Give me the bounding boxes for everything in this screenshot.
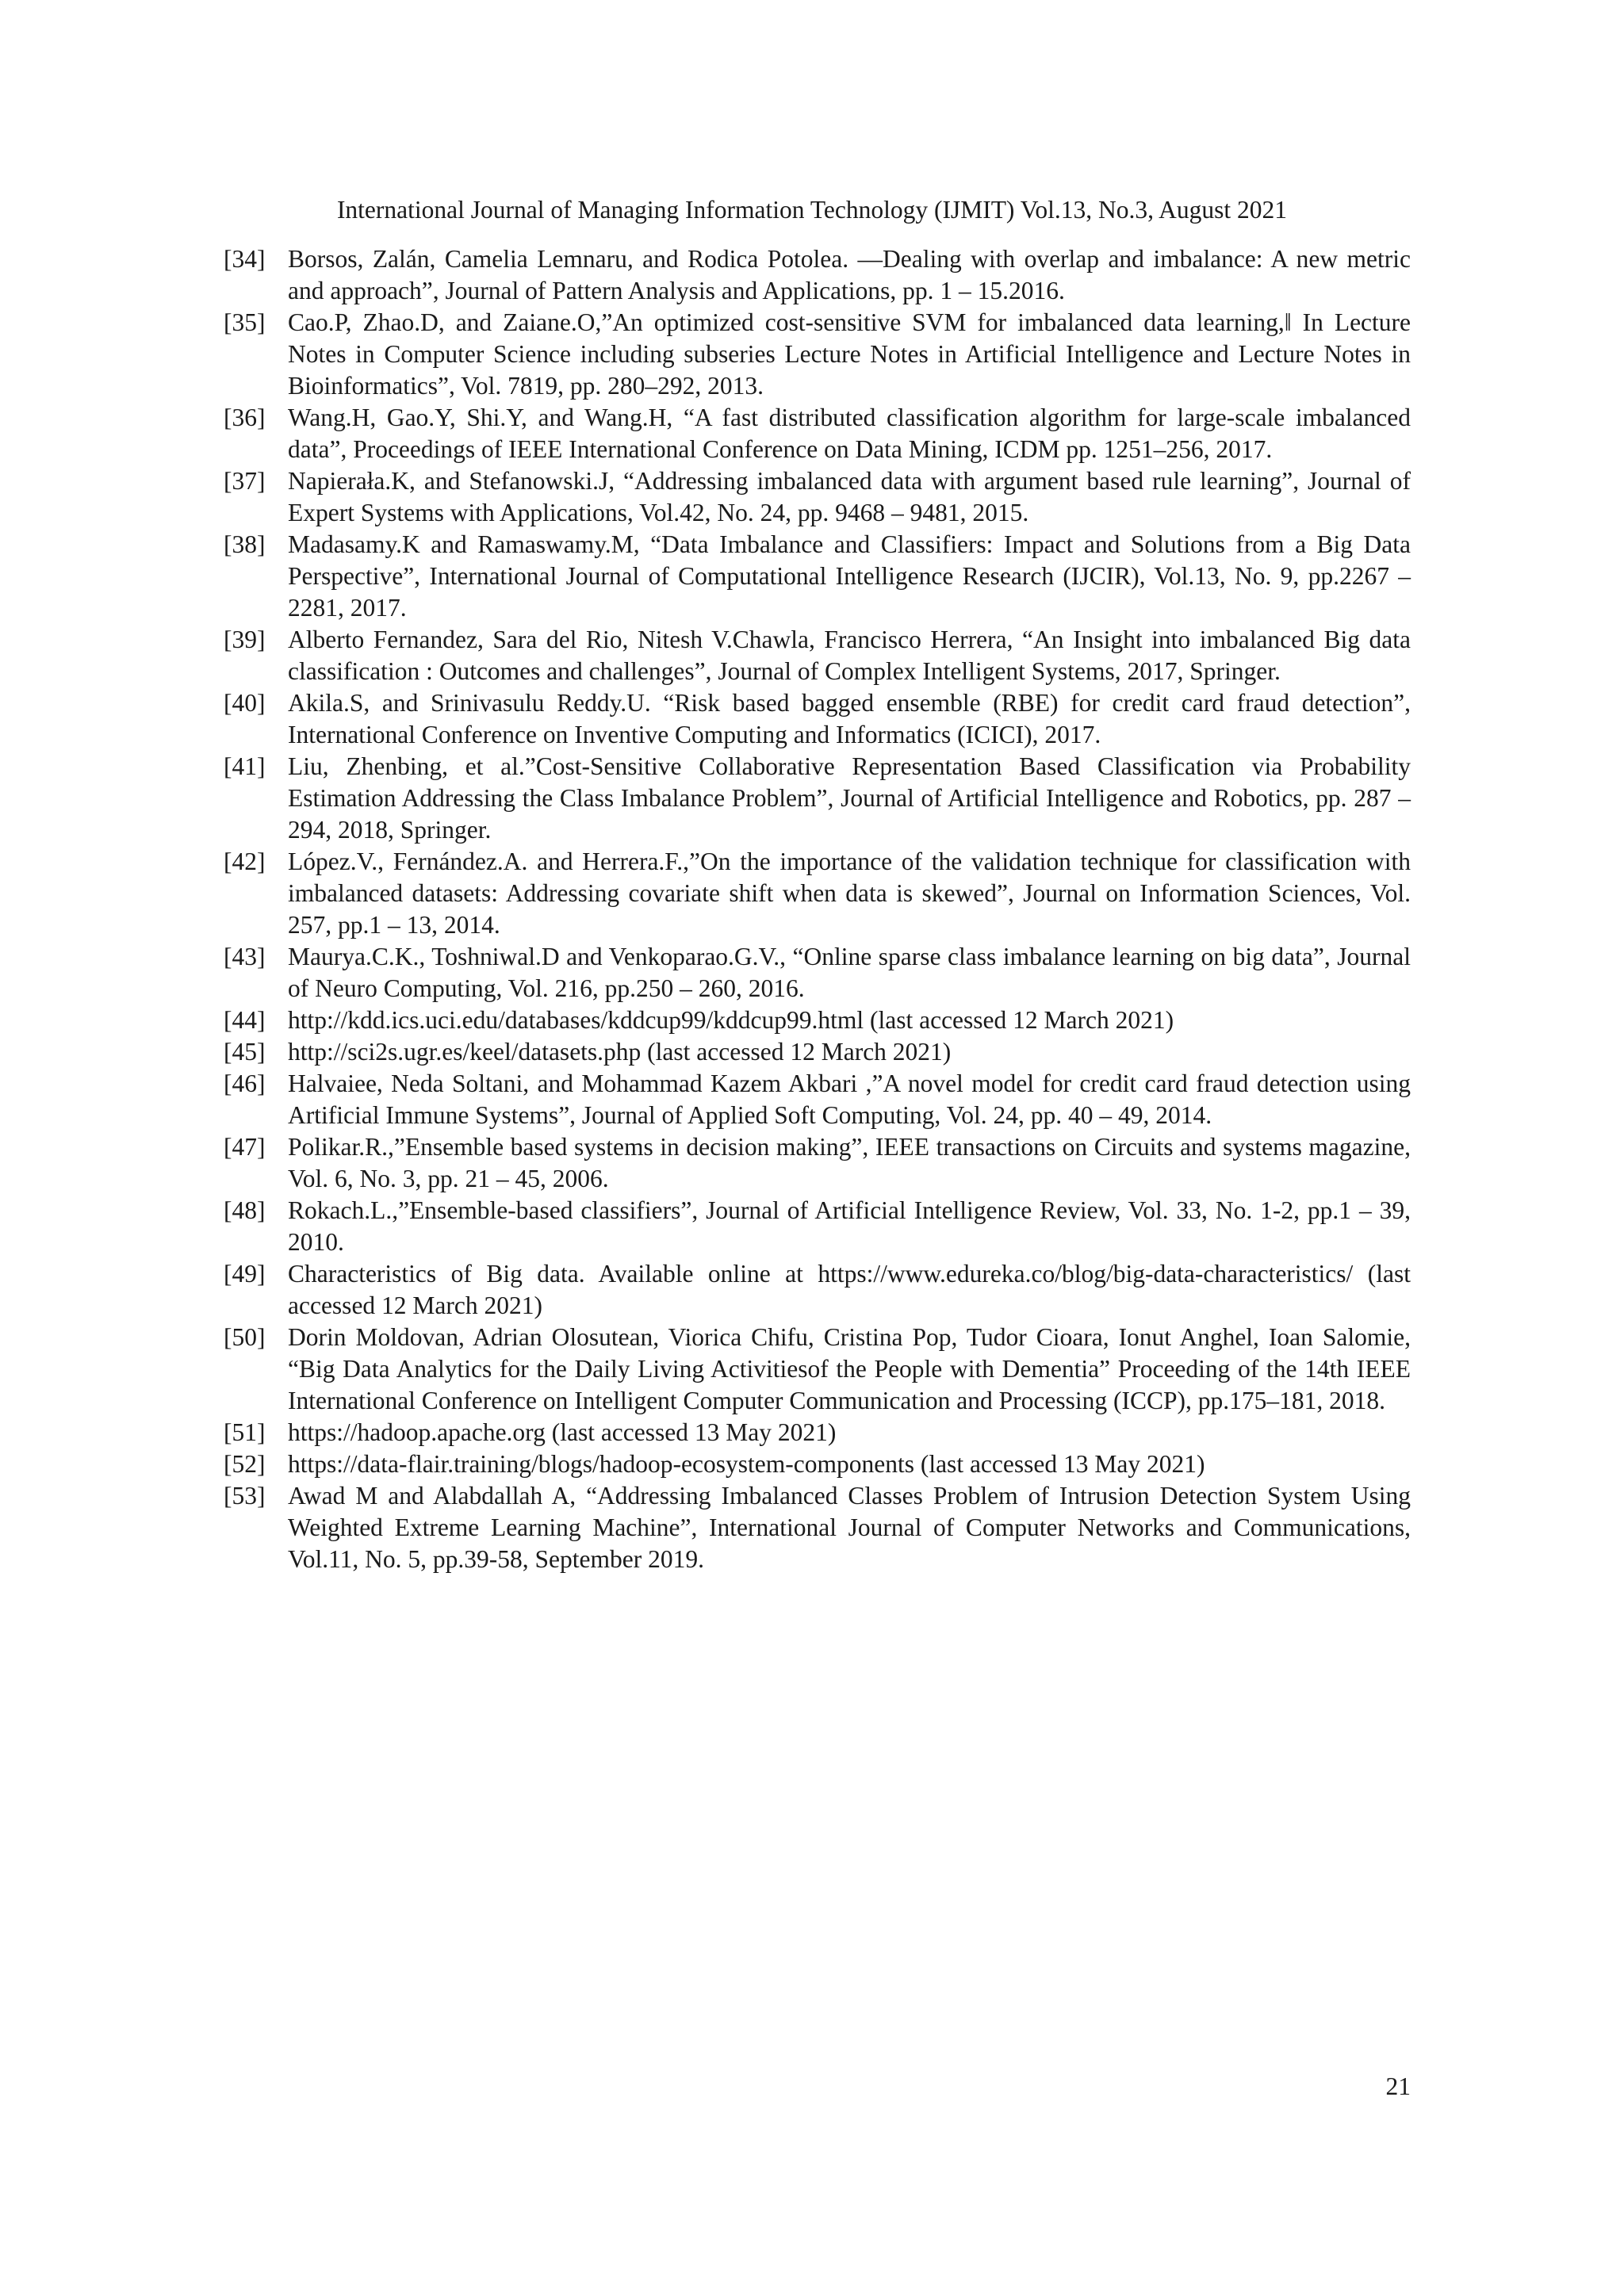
reference-item (224, 307, 1411, 402)
reference-number: [35] (224, 308, 266, 336)
reference-item (224, 1036, 1411, 1068)
reference-number: [46] (224, 1070, 266, 1097)
reference-text: https://data-flair.training/blogs/hadoop-ecosystem-components (last accessed 13 May 2021) (288, 1450, 1205, 1478)
reference-item (224, 243, 1411, 307)
reference-text: http://sci2s.ugr.es/keel/datasets.php (last accessed 12 March 2021) (288, 1038, 952, 1066)
reference-item (224, 1480, 1411, 1575)
reference-text: Dorin Moldovan, Adrian Olosutean, Viorica Chifu, Cristina Pop, Tudor Cioara, Ionut Anghel, Ioan Salomie, “Big Data Analytics for the Daily Living Activitiesof the People with Dementia” Proceeding of the 14th IEEE International Conference on Intelligent Computer Communication and Processing (ICCP), pp.175–181, 2018. (288, 1323, 1411, 1414)
reference-item (224, 751, 1411, 846)
reference-item (224, 624, 1411, 687)
reference-text: López.V., Fernández.A. and Herrera.F.,”On the importance of the validation technique for classification with imbalanced datasets: Addressing covariate shift when data is skewed”, Journal on Information Sciences, Vol. 257, pp.1 – 13, 2014. (288, 848, 1411, 939)
reference-item (224, 846, 1411, 941)
reference-number: [39] (224, 626, 266, 653)
reference-item (224, 1417, 1411, 1448)
reference-number: [45] (224, 1038, 266, 1066)
reference-number: [42] (224, 848, 266, 875)
reference-item (224, 465, 1411, 529)
reference-text: Maurya.C.K., Toshniwal.D and Venkoparao.G.V., “Online sparse class imbalance learning on big data”, Journal of Neuro Computing, Vol. 216, pp.250 – 260, 2016. (288, 943, 1411, 1002)
reference-text: Awad M and Alabdallah A, “Addressing Imbalanced Classes Problem of Intrusion Detection System Using Weighted Extreme Learning Machine”, International Journal of Computer Networks and Communications, Vol.11, No. 5, pp.39-58, September 2019. (288, 1482, 1411, 1573)
reference-number: [43] (224, 943, 266, 970)
reference-list (224, 243, 1411, 1575)
reference-item (224, 402, 1411, 465)
page-number: 21 (1385, 2072, 1411, 2100)
reference-item (224, 529, 1411, 624)
reference-text: Cao.P, Zhao.D, and Zaiane.O,”An optimized cost-sensitive SVM for imbalanced data learning,‖ In Lecture Notes in Computer Science including subseries Lecture Notes in Artificial Intelligence and Lecture Notes in Bioinformatics”, Vol. 7819, pp. 280–292, 2013. (288, 308, 1411, 400)
reference-text: Akila.S, and Srinivasulu Reddy.U. “Risk based bagged ensemble (RBE) for credit card fraud detection”, International Conference on Inventive Computing and Informatics (ICICI), 2017. (288, 689, 1411, 748)
reference-item (224, 1322, 1411, 1417)
reference-text: Napierała.K, and Stefanowski.J, “Addressing imbalanced data with argument based rule learning”, Journal of Expert Systems with Applications, Vol.42, No. 24, pp. 9468 – 9481, 2015. (288, 467, 1411, 526)
reference-number: [53] (224, 1482, 266, 1510)
reference-text: Borsos, Zalán, Camelia Lemnaru, and Rodica Potolea. ―Dealing with overlap and imbalance: A new metric and approach”, Journal of Pattern Analysis and Applications, pp. 1 – 15.2016. (288, 245, 1411, 304)
reference-item (224, 1258, 1411, 1322)
reference-number: [36] (224, 404, 266, 431)
reference-text: Rokach.L.,”Ensemble-based classifiers”, Journal of Artificial Intelligence Review, Vol. 33, No. 1-2, pp.1 – 39, 2010. (288, 1196, 1411, 1256)
reference-number: [52] (224, 1450, 266, 1478)
reference-text: Halvaiee, Neda Soltani, and Mohammad Kazem Akbari ,”A novel model for credit card fraud detection using Artificial Immune Systems”, Journal of Applied Soft Computing, Vol. 24, pp. 40 – 49, 2014. (288, 1070, 1411, 1129)
reference-text: Madasamy.K and Ramaswamy.M, “Data Imbalance and Classifiers: Impact and Solutions from a Big Data Perspective”, International Journal of Computational Intelligence Research (IJCIR), Vol.13, No. 9, pp.2267 – 2281, 2017. (288, 530, 1411, 622)
reference-number: [40] (224, 689, 266, 717)
reference-number: [47] (224, 1133, 266, 1161)
reference-text: Liu, Zhenbing, et al.”Cost-Sensitive Collaborative Representation Based Classification via Probability Estimation Addressing the Class Imbalance Problem”, Journal of Artificial Intelligence and Robotics, pp. 287 – 294, 2018, Springer. (288, 752, 1411, 844)
reference-text: Characteristics of Big data. Available online at https://www.edureka.co/blog/big-data-characteristics/ (last accessed 12 March 2021) (288, 1260, 1411, 1319)
reference-text: Polikar.R.,”Ensemble based systems in decision making”, IEEE transactions on Circuits and systems magazine, Vol. 6, No. 3, pp. 21 – 45, 2006. (288, 1133, 1411, 1192)
reference-text: https://hadoop.apache.org (last accessed 13 May 2021) (288, 1418, 837, 1446)
reference-text: Wang.H, Gao.Y, Shi.Y, and Wang.H, “A fast distributed classification algorithm for large-scale imbalanced data”, Proceedings of IEEE International Conference on Data Mining, ICDM pp. 1251–256, 2017. (288, 404, 1411, 463)
reference-number: [48] (224, 1196, 266, 1224)
reference-item (224, 941, 1411, 1004)
reference-item (224, 1195, 1411, 1258)
reference-number: [34] (224, 245, 266, 273)
reference-item (224, 1131, 1411, 1195)
reference-item (224, 1068, 1411, 1131)
reference-number: [37] (224, 467, 266, 495)
reference-number: [41] (224, 752, 266, 780)
reference-number: [51] (224, 1418, 266, 1446)
reference-item (224, 1448, 1411, 1480)
reference-text: http://kdd.ics.uci.edu/databases/kddcup99/kddcup99.html (last accessed 12 March 2021) (288, 1006, 1174, 1034)
reference-number: [50] (224, 1323, 266, 1351)
reference-number: [44] (224, 1006, 266, 1034)
reference-text: Alberto Fernandez, Sara del Rio, Nitesh V.Chawla, Francisco Herrera, “An Insight into imbalanced Big data classification : Outcomes and challenges”, Journal of Complex Intelligent Systems, 2017, Springer. (288, 626, 1411, 685)
reference-item (224, 1004, 1411, 1036)
reference-number: [49] (224, 1260, 266, 1288)
reference-number: [38] (224, 530, 266, 558)
running-header: International Journal of Managing Information Technology (IJMIT) Vol.13, No.3, August 2021 (336, 196, 1288, 224)
reference-item (224, 687, 1411, 751)
